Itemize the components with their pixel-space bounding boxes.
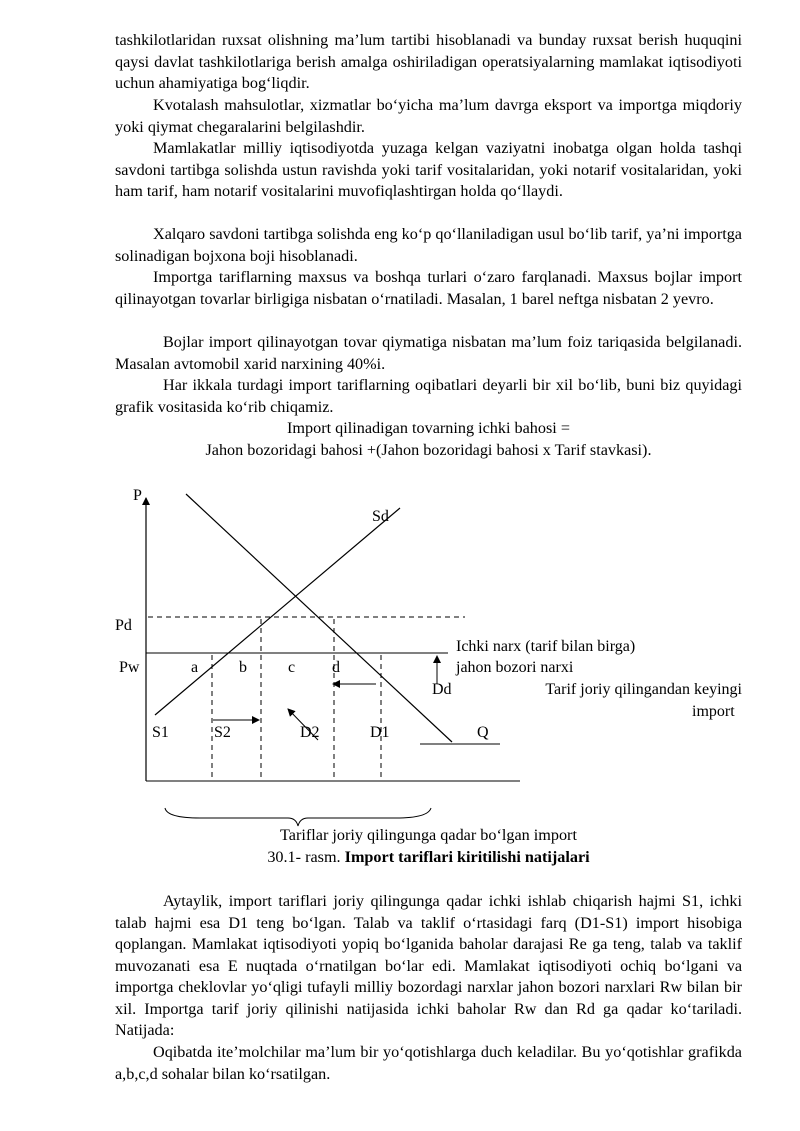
paragraph-1: tashkilotlaridan ruxsat olishning ma’lum tartibi hisoblanadi va bunday ruxsat berish huquqini qaysi davlat tashkilotlariga berish amalga oshiriladigan operatsiyalarning mamlakat iqtisodiyoti uchun ahamiyatiga bog‘liqdir.: [115, 31, 742, 92]
dd-label: Dd: [432, 681, 452, 698]
demand-curve: [186, 494, 452, 742]
figure-caption: [115, 847, 742, 869]
pd-label: Pd: [115, 617, 132, 634]
s2-label: S2: [214, 724, 231, 741]
post-tariff-label: Tarif joriy qilingandan keyingi: [545, 681, 742, 698]
area-b-label: b: [239, 659, 247, 676]
d1-label: D1: [370, 724, 390, 741]
domestic-price-label: Ichki narx (tarif bilan birga): [456, 638, 636, 655]
paragraph-6: Bojlar import qilinayotgan tovar qiymatiga nisbatan ma’lum foiz tariqasida belgilanadi. Masalan avtomobil xarid narxining 40%i.: [115, 333, 742, 373]
price-axis-label: P: [133, 487, 142, 504]
paragraph-5: Importga tariflarning maxsus va boshqa turlari o‘zaro farqlanadi. Maxsus bojlar import qilinayotgan tovarlar birligiga nisbatan o‘rnatiladi. Masalan, 1 barel neftga nisbatan 2 yevro.: [115, 268, 742, 308]
paragraph-4: Xalqaro savdoni tartibga solishda eng ko‘p qo‘llaniladigan usul bo‘lib tarif, ya’ni importga solinadigan bojxona boji hisoblanadi.: [115, 225, 742, 265]
sd-label: Sd: [372, 508, 389, 525]
paragraph-2: Kvotalash mahsulotlar, xizmatlar bo‘yicha ma’lum davrga eksport va importga miqdoriy yoki qiymat chegaralarini belgilashdir.: [115, 96, 742, 136]
formula-line-1: Import qilinadigan tovarning ichki bahosi =: [287, 419, 570, 437]
paragraph-8: Aytaylik, import tariflari joriy qilingunga qadar ichki ishlab chiqarish hajmi S1, ichki talab hajmi esa D1 teng bo‘lgan. Talab va taklif o‘rtasidagi farq (D1-S1) import hisobiga qoplangan. Mamlakat iqtisodiyoti yopiq bo‘lganida baholar darajasi Re ga teng, talab va taklif muvozanati esa E nuqtada o‘rnatilgan bo‘lar edi. Mamlakat iqtisodiyoti ochiq bo‘lgani va importga cheklovlar yo‘qligi tufayli milliy bozordagi narxlar jahon bozori narxlari Rw bilan bir xil. Importga tarif joriy qilinishi natijasida ichki baholar Rw dan Rd ga qadar ko‘tariladi. Natijada:: [115, 892, 742, 1039]
import-brace: [165, 808, 431, 826]
formula-line-2: Jahon bozoridagi bahosi +(Jahon bozoridagi bahosi x Tarif stavkasi).: [205, 441, 652, 459]
world-price-label: jahon bozori narxi: [456, 659, 574, 676]
pw-label: Pw: [119, 659, 140, 676]
paragraph-3: Mamlakatlar milliy iqtisodiyotda yuzaga kelgan vaziyatni inobatga olgan holda tashqi savdoni tartibga solishda ustun ravishda yoki tarif vositalaridan, yoki notarif vositalaridan, yoki ham tarif, ham notarif vositalarini muvofiqlashtirgan holda qo‘llaydi.: [115, 139, 742, 200]
brace-caption: Tariflar joriy qilingunga qadar bo‘lgan import: [280, 826, 577, 844]
s1-label: S1: [152, 724, 169, 741]
paragraph-9: Oqibatda ite’molchilar ma’lum bir yo‘qotishlarga duch keladilar. Bu yo‘qotishlar grafikda a,b,c,d sohalar bilan ko‘rsatilgan.: [115, 1043, 742, 1083]
area-a-label: a: [191, 659, 199, 676]
d2-label: D2: [300, 724, 320, 741]
q-axis-label: Q: [477, 724, 489, 741]
area-c-label: c: [288, 659, 296, 676]
figure-title: Import tariflari kiritilishi natijalari: [344, 848, 590, 866]
area-d-label: d: [332, 659, 340, 676]
post-tariff-import-label: import: [692, 703, 735, 720]
figure-number: 30.1- rasm.: [267, 848, 341, 866]
paragraph-7: Har ikkala turdagi import tariflarning oqibatlari deyarli bir xil bo‘lib, buni biz quyidagi grafik vositasida ko‘rib chiqamiz.: [115, 376, 742, 416]
